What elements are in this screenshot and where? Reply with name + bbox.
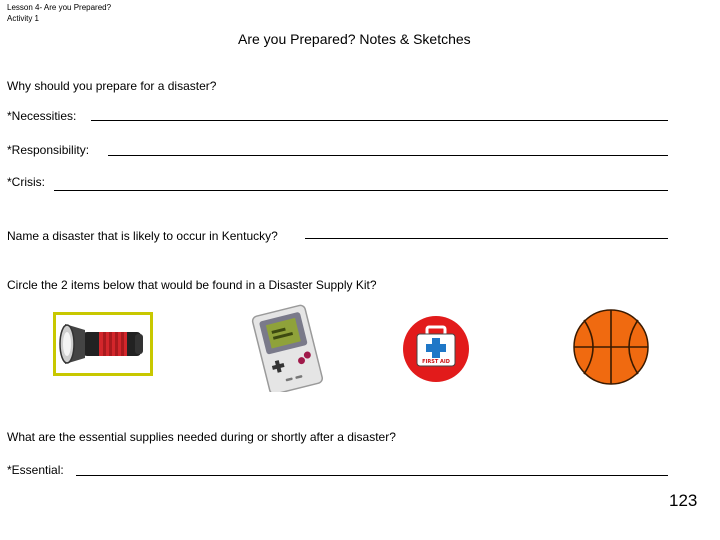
- question-essential-supplies: What are the essential supplies needed during or shortly after a disaster?: [7, 430, 396, 444]
- kentucky-answer-line: [305, 238, 668, 239]
- first-aid-label: FIRST AID: [422, 359, 450, 365]
- crisis-label: *Crisis:: [7, 175, 45, 189]
- activity-label: Activity 1: [7, 14, 40, 23]
- necessities-label: *Necessities:: [7, 109, 77, 123]
- responsibility-answer-line: [108, 155, 668, 156]
- page-number: 123: [669, 491, 698, 510]
- crisis-answer-line: [54, 190, 668, 191]
- lesson-header: Lesson 4- Are you Prepared?: [7, 3, 112, 12]
- responsibility-label: *Responsibility:: [7, 143, 90, 157]
- essential-answer-line: [76, 475, 668, 476]
- essential-label: *Essential:: [7, 463, 64, 477]
- basketball-icon: [572, 308, 650, 386]
- question-kentucky-disaster: Name a disaster that is likely to occur in Kentucky?: [7, 229, 278, 243]
- flashlight-icon: [53, 312, 153, 376]
- necessities-answer-line: [91, 120, 668, 121]
- first-aid-kit-icon: [402, 315, 470, 383]
- question-supply-kit: Circle the 2 items below that would be found in a Disaster Supply Kit?: [7, 278, 377, 292]
- page-title: Are you Prepared? Notes & Sketches: [238, 31, 471, 47]
- question-why-prepare: Why should you prepare for a disaster?: [7, 79, 217, 93]
- gameboy-icon: [238, 304, 334, 392]
